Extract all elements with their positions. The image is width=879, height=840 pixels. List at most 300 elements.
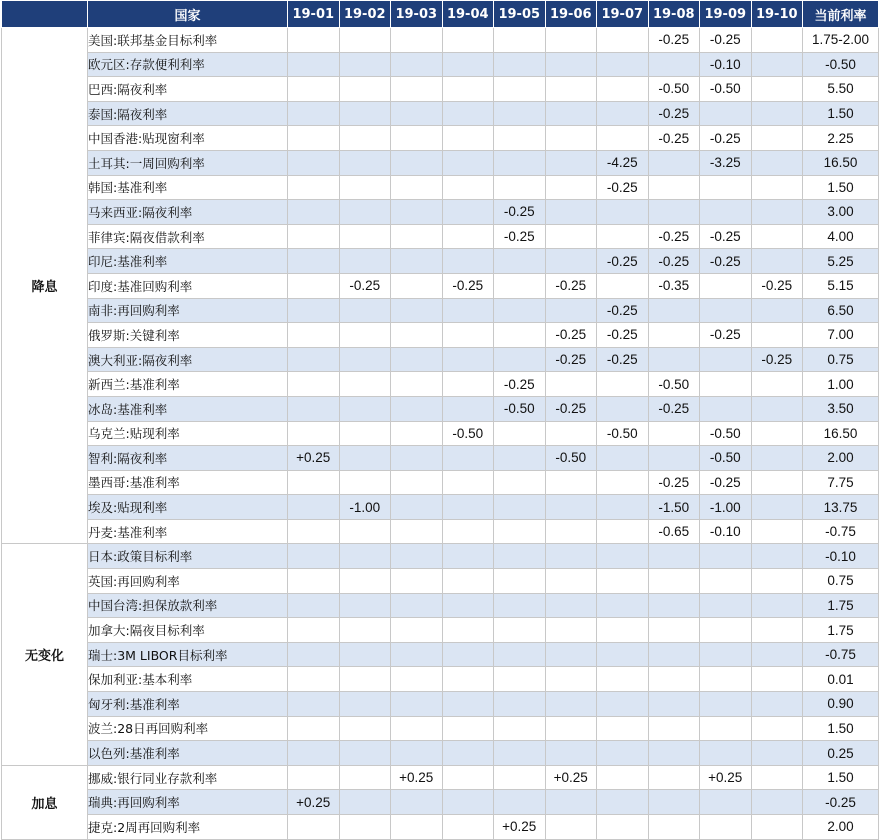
rate-change-cell: [288, 150, 340, 175]
rate-name: 马来西亚:隔夜利率: [88, 200, 288, 225]
rate-change-cell: [288, 642, 340, 667]
rate-change-cell: [597, 765, 649, 790]
rate-name: 波兰:28日再回购利率: [88, 716, 288, 741]
group-label: 降息: [2, 28, 88, 544]
group-label: 加息: [2, 765, 88, 839]
rate-change-cell: [751, 175, 803, 200]
rate-change-cell: [648, 667, 700, 692]
rate-change-cell: -1.00: [700, 495, 752, 520]
table-row: [2, 765, 879, 790]
rate-change-cell: [442, 519, 494, 544]
rate-change-cell: [391, 815, 443, 840]
rate-change-cell: [339, 790, 391, 815]
current-rate-cell: 0.01: [803, 667, 879, 692]
rate-change-cell: [442, 52, 494, 77]
rate-change-cell: [288, 815, 340, 840]
rate-change-cell: [339, 249, 391, 274]
rate-change-cell: [391, 495, 443, 520]
header-month: 19-03: [391, 1, 443, 28]
rate-change-cell: [339, 52, 391, 77]
rate-change-cell: [597, 101, 649, 126]
rate-change-cell: [751, 569, 803, 594]
rate-change-cell: [339, 224, 391, 249]
rate-change-cell: [442, 28, 494, 53]
rate-change-cell: -0.10: [700, 519, 752, 544]
rate-change-cell: +0.25: [494, 815, 546, 840]
rate-change-cell: [700, 544, 752, 569]
rate-change-cell: [751, 77, 803, 102]
rate-change-cell: [545, 77, 597, 102]
rate-change-cell: [339, 642, 391, 667]
rate-change-cell: -0.25: [648, 101, 700, 126]
rate-change-cell: [391, 544, 443, 569]
rate-change-cell: -4.25: [597, 150, 649, 175]
rate-change-cell: [442, 667, 494, 692]
rate-change-cell: [391, 519, 443, 544]
header-month: 19-07: [597, 1, 649, 28]
rate-change-cell: [700, 716, 752, 741]
rate-change-cell: [339, 396, 391, 421]
rate-change-cell: [391, 52, 443, 77]
rate-change-cell: [442, 569, 494, 594]
rate-change-cell: [648, 642, 700, 667]
rate-change-cell: [597, 569, 649, 594]
rate-change-cell: +0.25: [391, 765, 443, 790]
current-rate-cell: 1.75: [803, 618, 879, 643]
rate-change-cell: -0.25: [597, 347, 649, 372]
rate-change-cell: [597, 77, 649, 102]
rate-change-cell: [442, 347, 494, 372]
rate-change-cell: [751, 716, 803, 741]
rate-change-cell: [494, 716, 546, 741]
rate-change-cell: [545, 692, 597, 717]
rate-change-cell: [391, 396, 443, 421]
rate-change-cell: [648, 200, 700, 225]
rate-change-cell: [648, 618, 700, 643]
rate-change-cell: [545, 519, 597, 544]
rate-change-cell: [751, 446, 803, 471]
rate-change-cell: [751, 200, 803, 225]
rate-change-cell: [391, 150, 443, 175]
rate-change-cell: [751, 618, 803, 643]
table-row: [2, 815, 879, 840]
rate-change-cell: [391, 126, 443, 151]
rate-change-cell: -0.25: [545, 347, 597, 372]
header-month: 19-10: [751, 1, 803, 28]
rate-change-cell: -0.25: [700, 224, 752, 249]
rate-change-cell: [700, 372, 752, 397]
rate-name: 澳大利亚:隔夜利率: [88, 347, 288, 372]
rate-change-cell: [545, 741, 597, 766]
rate-change-cell: [494, 421, 546, 446]
rate-change-cell: [494, 28, 546, 53]
rate-change-cell: -0.50: [597, 421, 649, 446]
rate-change-cell: [442, 815, 494, 840]
rate-name: 南非:再回购利率: [88, 298, 288, 323]
rate-change-cell: [648, 741, 700, 766]
rate-change-cell: [339, 692, 391, 717]
rate-name: 捷克:2周再回购利率: [88, 815, 288, 840]
rate-change-cell: [545, 200, 597, 225]
rate-change-cell: [545, 495, 597, 520]
rate-change-cell: [339, 741, 391, 766]
rate-change-cell: -3.25: [700, 150, 752, 175]
rate-change-cell: [700, 593, 752, 618]
rate-change-cell: [751, 372, 803, 397]
table-row: [2, 618, 879, 643]
rate-change-cell: [597, 692, 649, 717]
current-rate-cell: 6.50: [803, 298, 879, 323]
rate-change-cell: [545, 249, 597, 274]
rate-change-cell: [751, 741, 803, 766]
current-rate-cell: 1.50: [803, 716, 879, 741]
rate-change-cell: [339, 569, 391, 594]
rate-change-cell: [751, 692, 803, 717]
rate-name: 瑞典:再回购利率: [88, 790, 288, 815]
rate-change-cell: [597, 126, 649, 151]
rate-change-cell: [494, 692, 546, 717]
rate-change-cell: [494, 790, 546, 815]
rate-name: 土耳其:一周回购利率: [88, 150, 288, 175]
rate-change-cell: [597, 200, 649, 225]
rate-change-cell: [751, 470, 803, 495]
rate-change-cell: [648, 446, 700, 471]
current-rate-cell: 1.50: [803, 765, 879, 790]
rate-change-cell: [339, 347, 391, 372]
rate-change-cell: [391, 593, 443, 618]
rate-change-cell: [648, 421, 700, 446]
rate-change-cell: [391, 347, 443, 372]
current-rate-cell: 0.90: [803, 692, 879, 717]
rate-change-cell: [597, 642, 649, 667]
rate-change-cell: [597, 790, 649, 815]
rate-change-cell: +0.25: [288, 790, 340, 815]
rate-change-cell: [700, 298, 752, 323]
rate-change-cell: -0.25: [648, 396, 700, 421]
rate-change-cell: [288, 741, 340, 766]
rate-change-cell: [494, 150, 546, 175]
table-row: [2, 323, 879, 348]
rate-change-cell: [648, 544, 700, 569]
rate-change-cell: [751, 495, 803, 520]
rate-change-cell: [442, 765, 494, 790]
rate-change-cell: [751, 224, 803, 249]
rate-name: 印尼:基准利率: [88, 249, 288, 274]
rate-change-cell: [597, 273, 649, 298]
rate-change-cell: [700, 569, 752, 594]
rate-name: 欧元区:存款便利利率: [88, 52, 288, 77]
rate-change-cell: -0.25: [597, 298, 649, 323]
current-rate-cell: 3.50: [803, 396, 879, 421]
rate-change-cell: [751, 249, 803, 274]
rate-change-cell: [339, 372, 391, 397]
rate-change-cell: -0.25: [545, 323, 597, 348]
rate-change-cell: [648, 815, 700, 840]
rate-name: 印度:基准回购利率: [88, 273, 288, 298]
rate-change-cell: [339, 200, 391, 225]
rate-change-cell: [700, 175, 752, 200]
rate-change-cell: [700, 815, 752, 840]
rate-change-cell: [545, 421, 597, 446]
rate-change-cell: [597, 815, 649, 840]
current-rate-cell: 0.75: [803, 569, 879, 594]
rate-change-cell: [339, 765, 391, 790]
current-rate-cell: 7.75: [803, 470, 879, 495]
rate-change-cell: [391, 273, 443, 298]
rate-change-cell: [442, 224, 494, 249]
table-row: [2, 741, 879, 766]
rate-change-cell: [442, 741, 494, 766]
header-current-rate: 当前利率: [803, 1, 879, 28]
rate-change-cell: [545, 150, 597, 175]
rate-change-cell: [288, 396, 340, 421]
rate-change-cell: [494, 298, 546, 323]
table-row: [2, 692, 879, 717]
rate-change-cell: [545, 28, 597, 53]
rate-change-cell: [288, 77, 340, 102]
rate-change-cell: [751, 790, 803, 815]
rate-change-cell: [442, 716, 494, 741]
rate-change-cell: [545, 667, 597, 692]
rate-change-cell: [545, 126, 597, 151]
current-rate-cell: 1.00: [803, 372, 879, 397]
rate-change-cell: +0.25: [545, 765, 597, 790]
rate-change-cell: [288, 421, 340, 446]
table-row: [2, 667, 879, 692]
group-label: 无变化: [2, 544, 88, 765]
rate-change-cell: [442, 101, 494, 126]
rate-change-cell: +0.25: [288, 446, 340, 471]
rate-change-cell: [597, 667, 649, 692]
rate-change-cell: [391, 249, 443, 274]
rate-name: 挪威:银行同业存款利率: [88, 765, 288, 790]
rate-change-cell: [494, 544, 546, 569]
rate-change-cell: [288, 249, 340, 274]
rate-change-cell: [391, 101, 443, 126]
rate-change-cell: [751, 298, 803, 323]
rate-change-cell: [597, 224, 649, 249]
rate-change-cell: [442, 593, 494, 618]
rate-change-cell: [288, 224, 340, 249]
rate-change-cell: [597, 495, 649, 520]
header-month: 19-08: [648, 1, 700, 28]
current-rate-cell: 7.00: [803, 323, 879, 348]
rate-change-cell: [648, 716, 700, 741]
rate-change-cell: [545, 544, 597, 569]
rate-change-cell: [648, 52, 700, 77]
rate-change-cell: [442, 642, 494, 667]
rate-change-cell: [442, 446, 494, 471]
rate-change-cell: [339, 126, 391, 151]
rate-change-cell: [442, 323, 494, 348]
current-rate-cell: 5.15: [803, 273, 879, 298]
rate-change-cell: [597, 52, 649, 77]
rate-name: 菲律宾:隔夜借款利率: [88, 224, 288, 249]
rate-change-cell: [597, 446, 649, 471]
current-rate-cell: 1.75: [803, 593, 879, 618]
rate-change-cell: [391, 200, 443, 225]
rate-change-cell: [442, 544, 494, 569]
rate-change-cell: [494, 52, 546, 77]
rate-change-cell: -0.25: [339, 273, 391, 298]
rate-change-cell: [597, 593, 649, 618]
rate-change-cell: [339, 77, 391, 102]
rate-change-cell: [648, 790, 700, 815]
rate-change-cell: [339, 815, 391, 840]
rate-change-cell: [494, 741, 546, 766]
current-rate-cell: -0.50: [803, 52, 879, 77]
rate-name: 保加利亚:基本利率: [88, 667, 288, 692]
rate-name: 巴西:隔夜利率: [88, 77, 288, 102]
rate-change-cell: [442, 495, 494, 520]
current-rate-cell: 5.25: [803, 249, 879, 274]
rate-change-cell: [545, 224, 597, 249]
rate-change-cell: -0.25: [700, 126, 752, 151]
rate-change-cell: [648, 765, 700, 790]
rate-change-cell: [494, 273, 546, 298]
rate-change-cell: [751, 667, 803, 692]
rate-change-cell: [700, 273, 752, 298]
rate-change-cell: [442, 470, 494, 495]
rate-change-cell: [494, 446, 546, 471]
rate-change-cell: [288, 495, 340, 520]
current-rate-cell: 3.00: [803, 200, 879, 225]
rate-change-cell: [339, 323, 391, 348]
rate-change-cell: -0.50: [545, 446, 597, 471]
rate-name: 泰国:隔夜利率: [88, 101, 288, 126]
rate-change-cell: [494, 470, 546, 495]
rate-change-cell: [339, 28, 391, 53]
table-row: [2, 396, 879, 421]
rate-name: 美国:联邦基金目标利率: [88, 28, 288, 53]
rate-change-cell: -0.50: [648, 372, 700, 397]
rate-change-cell: [339, 298, 391, 323]
rate-change-cell: [700, 618, 752, 643]
rate-change-cell: [648, 692, 700, 717]
rate-change-cell: [442, 175, 494, 200]
rate-change-cell: [494, 249, 546, 274]
rate-change-cell: [391, 692, 443, 717]
rate-change-cell: [751, 519, 803, 544]
rate-change-cell: [494, 126, 546, 151]
rate-change-cell: [288, 126, 340, 151]
rate-change-cell: [648, 569, 700, 594]
rate-change-cell: [442, 126, 494, 151]
table-row: [2, 446, 879, 471]
rate-change-cell: [391, 298, 443, 323]
rate-change-cell: -0.25: [648, 126, 700, 151]
rate-change-cell: [597, 519, 649, 544]
rate-change-cell: [339, 593, 391, 618]
current-rate-cell: 0.75: [803, 347, 879, 372]
table-row: [2, 249, 879, 274]
rate-change-cell: [288, 372, 340, 397]
rate-name: 埃及:贴现利率: [88, 495, 288, 520]
rate-change-cell: [597, 618, 649, 643]
rate-change-cell: -0.25: [442, 273, 494, 298]
rate-change-cell: [751, 396, 803, 421]
rate-change-cell: [391, 28, 443, 53]
rate-change-cell: [545, 618, 597, 643]
rate-change-cell: [751, 642, 803, 667]
rate-change-cell: [494, 495, 546, 520]
rate-name: 中国台湾:担保放款利率: [88, 593, 288, 618]
rate-change-cell: [751, 28, 803, 53]
rate-change-cell: -0.50: [648, 77, 700, 102]
current-rate-cell: 16.50: [803, 150, 879, 175]
rate-change-cell: [648, 150, 700, 175]
rate-change-cell: [494, 667, 546, 692]
rate-change-cell: [339, 667, 391, 692]
rate-change-cell: [751, 593, 803, 618]
rate-change-cell: [545, 372, 597, 397]
rate-name: 俄罗斯:关键利率: [88, 323, 288, 348]
rate-change-cell: [545, 569, 597, 594]
table-row: [2, 569, 879, 594]
current-rate-cell: 1.50: [803, 175, 879, 200]
rate-change-cell: [391, 372, 443, 397]
rate-change-cell: [494, 519, 546, 544]
rate-name: 中国香港:贴现窗利率: [88, 126, 288, 151]
header-row: [2, 1, 879, 28]
rate-change-cell: [288, 519, 340, 544]
rate-change-cell: [391, 667, 443, 692]
rate-change-cell: [339, 519, 391, 544]
rate-change-cell: [339, 150, 391, 175]
rate-change-cell: [751, 126, 803, 151]
rate-change-cell: [288, 323, 340, 348]
current-rate-cell: 2.25: [803, 126, 879, 151]
rate-change-cell: -0.25: [648, 224, 700, 249]
rate-change-cell: -1.50: [648, 495, 700, 520]
rate-change-cell: -0.25: [751, 347, 803, 372]
rate-change-cell: -0.25: [700, 28, 752, 53]
rate-change-cell: [545, 175, 597, 200]
rate-change-cell: [751, 765, 803, 790]
rate-name: 日本:政策目标利率: [88, 544, 288, 569]
rate-change-cell: [700, 741, 752, 766]
rate-change-cell: [339, 101, 391, 126]
rate-change-cell: -0.10: [700, 52, 752, 77]
rate-change-cell: [391, 421, 443, 446]
rate-change-cell: -0.65: [648, 519, 700, 544]
current-rate-cell: -0.25: [803, 790, 879, 815]
table-row: [2, 642, 879, 667]
rate-change-cell: [391, 618, 443, 643]
rate-change-cell: [700, 692, 752, 717]
rate-name: 韩国:基准利率: [88, 175, 288, 200]
rate-change-cell: [494, 323, 546, 348]
header-month: 19-04: [442, 1, 494, 28]
header-month: 19-01: [288, 1, 340, 28]
rate-change-cell: [442, 200, 494, 225]
rate-change-cell: [391, 741, 443, 766]
table-row: [2, 126, 879, 151]
rate-change-cell: [339, 618, 391, 643]
current-rate-cell: -0.10: [803, 544, 879, 569]
header-month: 19-05: [494, 1, 546, 28]
table-row: [2, 200, 879, 225]
rate-change-cell: [391, 642, 443, 667]
rate-change-cell: -0.50: [700, 421, 752, 446]
current-rate-cell: 4.00: [803, 224, 879, 249]
rate-change-cell: [288, 200, 340, 225]
rate-change-cell: -0.25: [700, 470, 752, 495]
rate-change-cell: [391, 77, 443, 102]
rate-change-cell: [288, 298, 340, 323]
rate-change-cell: [442, 372, 494, 397]
table-row: [2, 150, 879, 175]
